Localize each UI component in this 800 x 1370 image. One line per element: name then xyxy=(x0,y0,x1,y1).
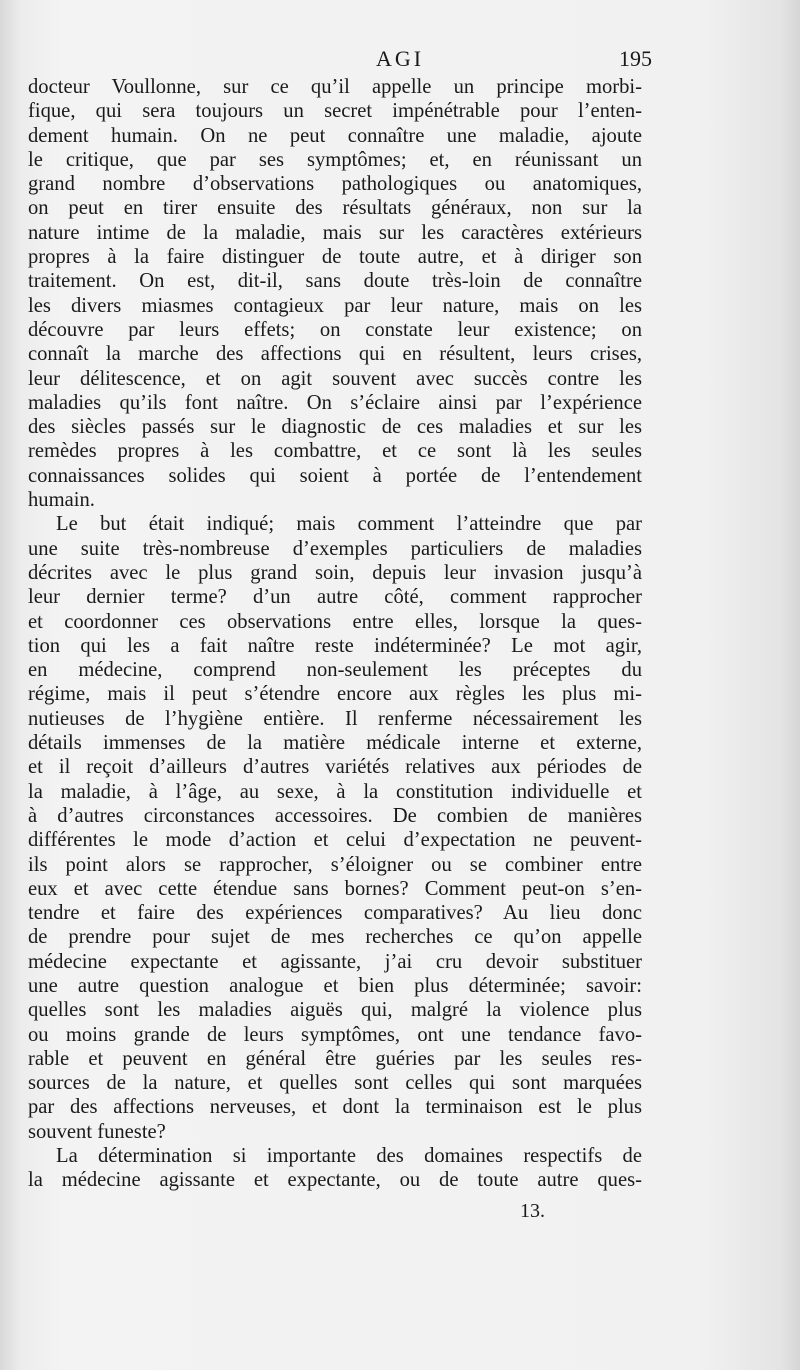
text-line: la médecine agissante et expectante, ou de toute autre ques- xyxy=(28,1169,642,1192)
text-line: tion qui les a fait naître reste indéterminée? Le mot agir, xyxy=(28,634,642,657)
page-number: 195 xyxy=(619,46,652,71)
text-line: traitement. On est, dit-il, sans doute très-loin de connaître xyxy=(28,270,642,293)
text-line: connaît la marche des affections qui en résultent, leurs crises, xyxy=(28,343,642,366)
text-line: rable et peuvent en général être guéries par les seules res- xyxy=(28,1047,642,1070)
text-line: propres à la faire distinguer de toute autre, et à diriger son xyxy=(28,246,642,269)
text-line: ils point alors se rapprocher, s’éloigner ou se combiner entre xyxy=(28,853,642,876)
text-line: maladies qu’ils font naître. On s’éclaire ainsi par l’expérience xyxy=(28,391,642,414)
text-line: la maladie, à l’âge, au sexe, à la constitution individuelle et xyxy=(28,780,642,803)
text-line: tendre et faire des expériences comparatives? Au lieu donc xyxy=(28,902,642,925)
text-line: leur délitescence, et on agit souvent avec succès contre les xyxy=(28,367,642,390)
text-line: leur dernier terme? d’un autre côté, comment rapprocher xyxy=(28,586,642,609)
text-line: remèdes propres à les combattre, et ce sont là les seules xyxy=(28,440,642,463)
text-line: humain. xyxy=(28,489,95,512)
text-line: grand nombre d’observations pathologiques ou anatomiques, xyxy=(28,173,642,196)
text-line: régime, mais il peut s’étendre encore aux règles les plus mi- xyxy=(28,683,642,706)
text-line: et il reçoit d’ailleurs d’autres variétés relatives aux périodes de xyxy=(28,756,642,779)
text-line: médecine expectante et agissante, j’ai cru devoir substituer xyxy=(28,950,642,973)
text-line: ou moins grande de leurs symptômes, ont une tendance favo- xyxy=(28,1023,642,1046)
text-line: nature intime de la maladie, mais sur les caractères extérieurs xyxy=(28,221,642,244)
text-line: décrites avec le plus grand soin, depuis leur invasion jusqu’à xyxy=(28,561,642,584)
text-line: La détermination si importante des domaines respectifs de xyxy=(56,1145,642,1168)
body-text xyxy=(28,75,642,1193)
text-line: nutieuses de l’hygiène entière. Il renferme nécessairement les xyxy=(28,707,642,730)
text-line: détails immenses de la matière médicale interne et externe, xyxy=(28,732,642,755)
running-head: AGI xyxy=(375,46,425,71)
text-line: docteur Voullonne, sur ce qu’il appelle un principe morbi- xyxy=(28,76,642,98)
text-line: eux et avec cette étendue sans bornes? Comment peut-on s’en- xyxy=(28,877,642,900)
text-line: sources de la nature, et quelles sont celles qui sont marquées xyxy=(28,1072,642,1095)
text-line: à d’autres circonstances accessoires. De combien de manières xyxy=(28,804,642,827)
text-line: de prendre pour sujet de mes recherches ce qu’on appelle xyxy=(28,926,642,949)
text-line: par des affections nerveuses, et dont la terminaison est le plus xyxy=(28,1096,642,1119)
page-header xyxy=(0,44,800,74)
text-line: fique, qui sera toujours un secret impénétrable pour l’enten- xyxy=(28,100,642,123)
text-line: quelles sont les maladies aiguës qui, malgré la violence plus xyxy=(28,999,642,1022)
text-line: on peut en tirer ensuite des résultats généraux, non sur la xyxy=(28,197,642,220)
text-line: des siècles passés sur le diagnostic de ces maladies et sur les xyxy=(28,416,642,439)
text-line: les divers miasmes contagieux par leur nature, mais on les xyxy=(28,294,642,317)
text-line: le critique, que par ses symptômes; et, en réunissant un xyxy=(28,148,642,171)
text-line: souvent funeste? xyxy=(28,1120,166,1143)
text-line: découvre par leurs effets; on constate leur existence; on xyxy=(28,318,642,341)
text-line: une autre question analogue et bien plus déterminée; savoir: xyxy=(28,974,642,997)
text-line: une suite très-nombreuse d’exemples particuliers de maladies xyxy=(28,537,642,560)
signature-mark: 13. xyxy=(520,1200,545,1222)
text-line: dement humain. On ne peut connaître une maladie, ajoute xyxy=(28,124,642,147)
text-line: connaissances solides qui soient à portée de l’entendement xyxy=(28,464,642,487)
text-line: différentes le mode d’action et celui d’expectation ne peuvent- xyxy=(28,829,642,852)
text-line: et coordonner ces observations entre elles, lorsque la ques- xyxy=(28,610,642,633)
text-line: en médecine, comprend non-seulement les préceptes du xyxy=(28,659,642,682)
text-line: Le but était indiqué; mais comment l’atteindre que par xyxy=(56,513,642,536)
